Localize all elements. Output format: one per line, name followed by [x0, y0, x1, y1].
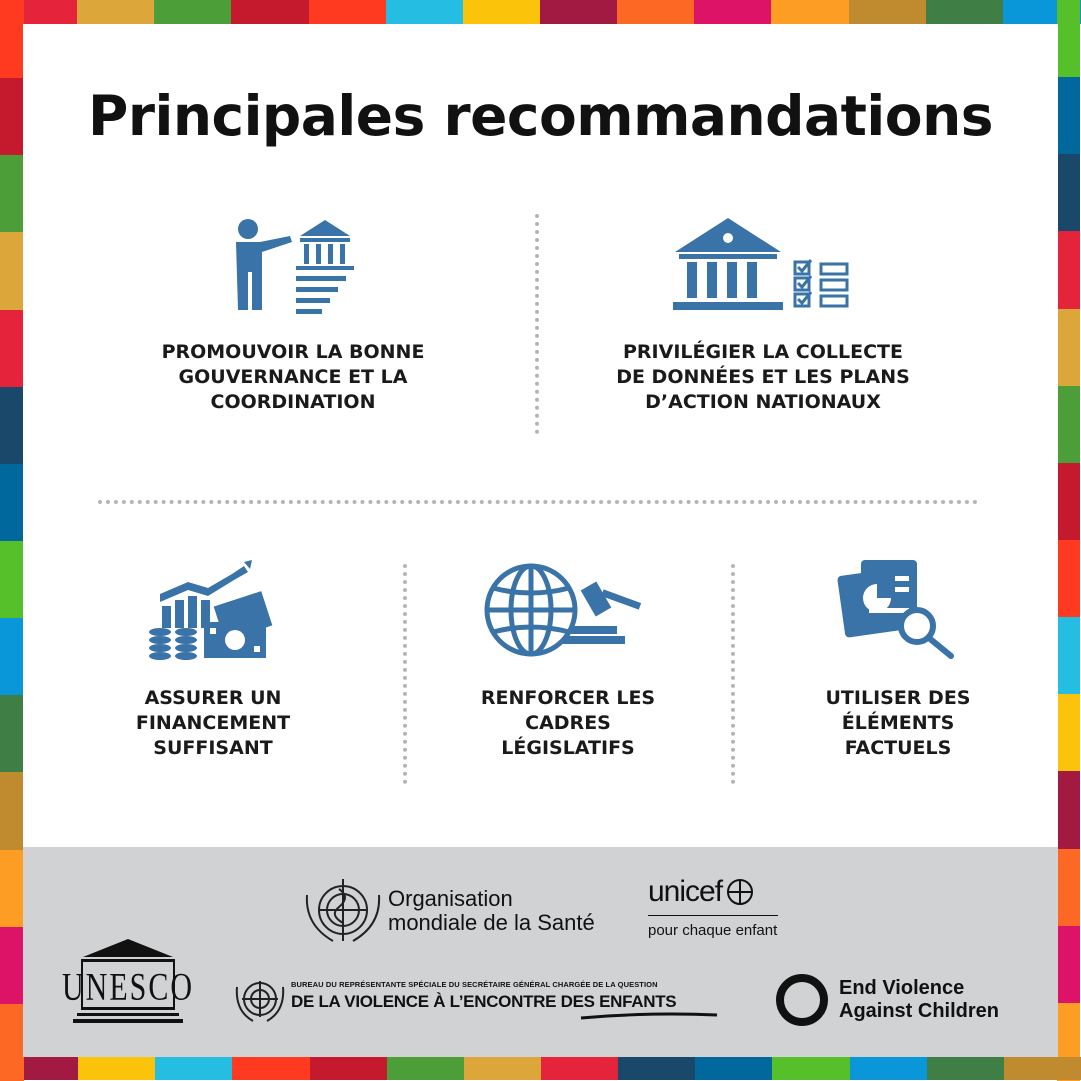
border-color-block — [540, 1057, 618, 1080]
border-color-block — [0, 540, 24, 618]
border-color-block — [771, 0, 849, 24]
border-color-block — [0, 849, 24, 927]
border-color-block — [154, 1057, 232, 1080]
border-color-block — [309, 1057, 387, 1080]
unicef-emblem-icon — [726, 878, 754, 906]
unicef-tagline: pour chaque enfant — [648, 922, 778, 939]
border-color-block — [77, 1057, 155, 1080]
border-color-block — [926, 0, 1004, 24]
vertical-divider — [731, 564, 735, 784]
border-color-block — [0, 771, 24, 849]
border-color-block — [463, 0, 541, 24]
recommendation-label: PRIVILÉGIER LA COLLECTE DE DONNÉES ET LES PLANS D’ACTION NATIONAUX — [616, 341, 910, 413]
recommendation-label: UTILISER DES ÉLÉMENTS FACTUELS — [825, 687, 971, 759]
recommendation-data-collection — [603, 214, 923, 415]
border-color-block — [0, 309, 24, 387]
border-color-block — [386, 1057, 464, 1080]
border-color-block — [1057, 309, 1080, 387]
border-color-block — [1057, 617, 1080, 695]
border-color-block — [926, 1057, 1004, 1080]
border-color-block — [0, 617, 24, 695]
horizontal-divider — [98, 500, 978, 504]
border-color-block — [771, 1057, 849, 1080]
who-emblem-icon — [303, 875, 383, 945]
border-color-block — [617, 0, 695, 24]
border-color-block — [617, 1057, 695, 1080]
unicef-logo — [648, 875, 778, 940]
financing-icon — [148, 560, 278, 660]
governance-icon — [228, 214, 358, 314]
legislation-icon — [483, 560, 653, 660]
page-title: Principales recommandations — [88, 84, 993, 148]
recommendation-evidence — [788, 560, 1008, 761]
border-color-block — [0, 231, 24, 309]
border-color-block — [0, 926, 24, 1004]
partner-logos-footer — [23, 847, 1058, 1057]
recommendation-governance — [143, 214, 443, 415]
border-color-block — [77, 0, 155, 24]
border-color-block — [1057, 154, 1080, 232]
end-violence-emblem-icon — [775, 973, 829, 1027]
border-color-block — [0, 77, 24, 155]
vertical-divider — [403, 564, 407, 784]
border-color-block — [231, 0, 309, 24]
end-violence-logo-text: End Violence Against Children — [839, 977, 1000, 1022]
recommendation-label: RENFORCER LES CADRES LÉGISLATIFS — [480, 687, 656, 759]
border-color-block — [694, 1057, 772, 1080]
border-color-block — [849, 0, 927, 24]
recommendation-legislation — [458, 560, 678, 761]
border-color-block — [463, 1057, 541, 1080]
border-color-block — [1057, 0, 1080, 78]
border-color-block — [1057, 540, 1080, 618]
border-color-block — [0, 0, 24, 78]
who-logo-text: Organisation mondiale de la Santé — [388, 886, 595, 935]
border-color-block — [309, 0, 387, 24]
border-color-block — [1003, 1057, 1081, 1080]
border-color-block — [694, 0, 772, 24]
border-color-block — [1057, 386, 1080, 464]
border-color-block — [849, 1057, 927, 1080]
unesco-temple-icon — [62, 937, 194, 1027]
border-color-block — [1057, 231, 1080, 309]
unicef-wordmark: unicef — [648, 875, 723, 908]
recommendation-label: PROMOUVOIR LA BONNE GOUVERNANCE ET LA COORDINATION — [161, 341, 425, 413]
border-color-block — [0, 154, 24, 232]
border-color-block — [1057, 694, 1080, 772]
border-color-block — [540, 0, 618, 24]
border-color-block — [154, 0, 232, 24]
vertical-divider — [535, 214, 539, 434]
recommendation-financing — [103, 560, 323, 761]
border-color-block — [1057, 77, 1080, 155]
underline-swoosh — [579, 1012, 719, 1020]
main-panel — [23, 24, 1058, 1057]
recommendation-label: ASSURER UN FINANCEMENT SUFFISANT — [135, 687, 291, 759]
border-color-block — [1057, 771, 1080, 849]
border-color-block — [231, 1057, 309, 1080]
data-collection-icon — [673, 214, 853, 314]
srsg-logo-text: BUREAU DU REPRÉSENTANTE SPÉCIALE DU SECRÉTAIRE GÉNÉRAL CHARGÉE DE LA QUESTION DE LA VIOLENCE À L’ENCONTRE DES ENFANTS — [291, 980, 721, 1012]
unesco-wordmark: UNESCO — [62, 964, 194, 1009]
border-color-block — [386, 0, 464, 24]
border-color-block — [1057, 463, 1080, 541]
un-emblem-icon — [233, 975, 287, 1023]
border-color-block — [0, 386, 24, 464]
border-color-block — [0, 1003, 24, 1081]
evidence-icon — [833, 560, 963, 660]
border-color-block — [0, 694, 24, 772]
border-color-block — [1057, 849, 1080, 927]
border-color-block — [0, 463, 24, 541]
border-color-block — [1057, 926, 1080, 1004]
